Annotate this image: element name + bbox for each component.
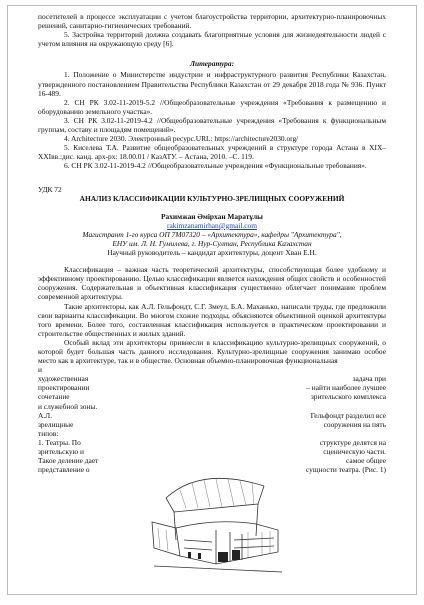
article-title: АНАЛИЗ КЛАССИФИКАЦИИ КУЛЬТУРНО-ЗРЕЛИЩНЫХ СООРУЖЕНИЙ [79,193,345,203]
reference-item: 5. Киселева Т.А. Развитие общеобразовательных учреждений в структуре города Астана в ХIХ–ХХIвв.:дис. канд. арх-рх: 18.00.01 / КазАТУ. – Астана, 2010. –С. 119. [38,143,386,162]
author-email-link[interactable]: rakimzanamirhan@gmail.com [167,220,257,230]
author-email-line [38,221,386,230]
wrap-row: зрелищные сооружения на пять [38,419,386,429]
reference-item: 3. СН РК 3.02-11-2019-4.2 //Общеобразовательные учреждения «Требования к функциональным группам, составу и площадям помещений». [38,115,386,135]
theatre-building-illustration [146,468,286,580]
wrap-row: и [38,365,42,375]
wrap-row: и служебной зоны. [38,401,98,411]
wrap-row: А.Л. Гельфондт разделил все [38,410,386,420]
wrap-row: Такое деление дает самое общее [38,456,386,466]
wrap-row: проектировании – найти наиболее лучшее [38,383,386,393]
reference-item: 6. СН РК 3.02-11-2019-4.2 //Общеобразовательные учреждения «Функциональные требования». [64,161,367,171]
reference-item: 2. СН РК 3.02-11-2019-5.2 //Общеобразовательные учреждения «Требования к размещению и оборудованию земельного участка». [38,97,386,116]
reference-item: 4. Architecture 2030. Электронный ресурс.URL: https://architecture2030.org/ [64,134,299,144]
article-paragraph: Классификация – важная часть теоретической архитектуры, способствующая более удобному и эффективному проектированию. Целью классификации является нахождения общих свойств и особенностей сооружения. Содержательная и объективная классификация существенно облегчает понимание проблем современной архитектуры. [38,265,386,302]
udk-code: УДК 72 [38,184,62,194]
wrap-row: зрительскую и сценическую части. [38,447,386,457]
references-list [38,70,386,170]
author-name: Рахимжан Әмірхан Маратұлы [161,211,263,221]
wrap-row: представление о сущности театра. (Рис. 1) [38,465,386,475]
body-paragraph: 5. Застройка территорий должна создавать благоприятные условия для жизнедеятельности людей с учетом влияния на окружающую среду [6]. [38,30,386,49]
body-paragraph: посетителей в процессе эксплуатации с учетом благоустройства территории, архитектурно-планировочных решений, санитарно-гигиенических требований. [38,12,386,31]
wrap-row: 1. Театры. По структуре делятся на [38,437,386,447]
document-page [7,5,417,595]
supervisor-line: Научный руководитель – кандидат архитектуры, доцент Хван Е.Н. [107,248,317,258]
article-paragraph: Такие архитекторы, как А.Л. Гельфондт, С.Г. Змеул, Б.А. Маханько, написали труды, где предложили свои варианты классификации. Во многом схожие подходы, объясняются объективной оценкой архитектуры того времени. Более того, составленная классификация используется в практическом проектировании и строительстве общественных и жилых зданий. [38,301,386,338]
article-paragraph: Особый вклад эти архитекторы привнесли в классификацию культурно-зрелищных сооружений, о которой будет большая часть данного исследования. Культурно-зрелищные сооружения занимаю особое место как в архитектуре, так и в обществе. Основная объемно-планировочная функциональная [38,337,386,366]
affiliation-line: Магистрант 1-го курса ОП 7М07320 – «Архитектура», кафедры "Архитектура", [82,229,342,239]
affiliation-line: ЕНУ им. Л. Н. Гумилева, г. Нур-Султан, Республика Казахстан [112,238,312,248]
reference-item: 1. Положение о Министерстве индустрии и инфраструктурного развития Республики Казахстан, утвержденного постановлением Правительства Республики Казахстан от 29 декабря 2018 года № 936. Пункт 16-489. [38,70,386,98]
wrap-row: художественная задача при [38,374,386,384]
wrap-row: сочетание зрительского комплекса [38,392,386,402]
references-title: Литература: [189,59,235,69]
wrap-row: типов: [38,428,59,438]
text-wrap-around-figure [38,365,386,474]
